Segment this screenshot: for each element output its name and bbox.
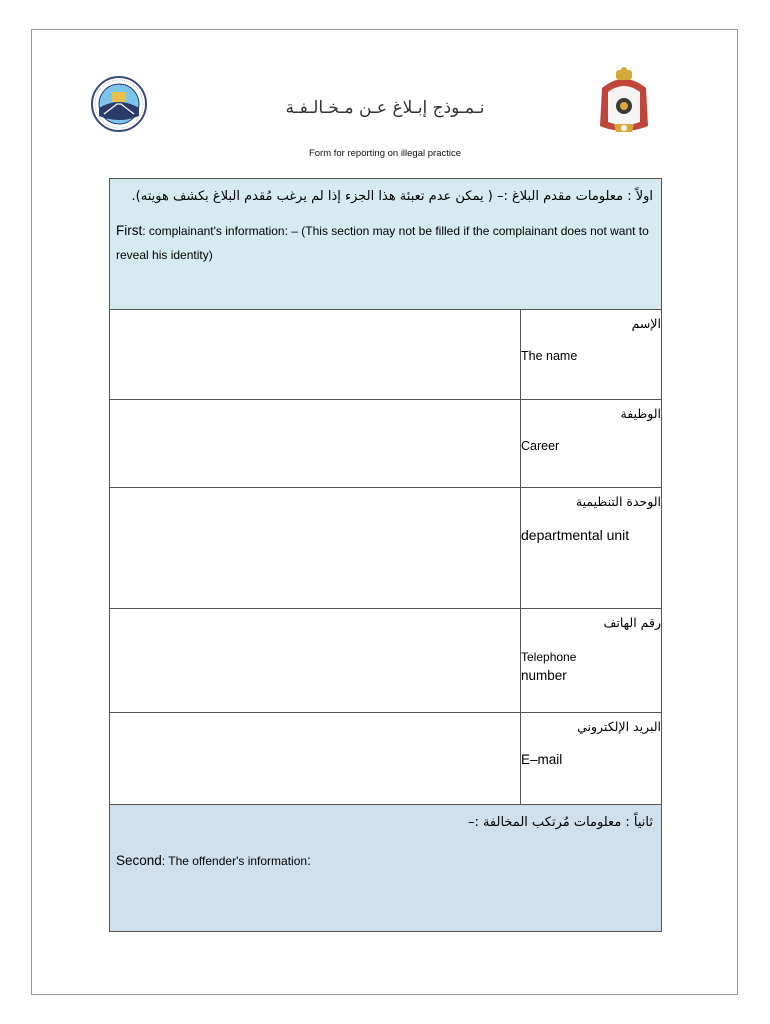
form-row-name — [110, 310, 662, 400]
career-input-cell[interactable] — [110, 400, 521, 488]
telephone-label-arabic: رقم الهاتف — [603, 615, 662, 630]
section2-heading-english — [110, 835, 661, 873]
section1-heading-english — [110, 209, 661, 267]
career-label-arabic: الوظيفة — [620, 406, 662, 421]
telephone-label-english-2: number — [521, 668, 567, 683]
email-label-english: E–mail — [521, 752, 563, 767]
career-label-english: Career — [521, 439, 560, 453]
section2-heading-lead: Second — [116, 853, 162, 868]
telephone-label-english-1: Telephone — [521, 650, 577, 664]
authority-emblem-logo — [84, 74, 154, 134]
section1-header-cell — [110, 179, 662, 310]
department-input-cell[interactable] — [110, 488, 521, 609]
form-title-english: Form for reporting on illegal practice — [308, 148, 462, 159]
telephone-input-cell[interactable] — [110, 609, 521, 713]
career-label-cell — [521, 400, 662, 488]
section2-heading-arabic: ثانياً : معلومات مُرتكب المخالفة :– — [467, 815, 654, 830]
coat-of-arms-logo — [592, 66, 656, 138]
form-row-telephone — [110, 609, 662, 713]
form-row-email — [110, 713, 662, 805]
department-label-cell — [521, 488, 662, 609]
department-label-english: departmental unit — [521, 527, 630, 543]
section1-heading-lead: First — [116, 223, 143, 238]
section2-header-cell — [110, 805, 662, 932]
telephone-label-cell — [521, 609, 662, 713]
name-label-cell — [521, 310, 662, 400]
email-input-cell[interactable] — [110, 713, 521, 805]
report-form-table — [109, 178, 662, 932]
section1-heading-arabic: اولاً : معلومات مقدم البلاغ :– ( يمكن عدم تعبئة هذا الجزء إذا لم يرغب مُقدم البلاغ بكشف هويته). — [131, 189, 654, 204]
section1-header-row — [110, 179, 662, 310]
email-label-arabic: البريد الإلكتروني — [577, 719, 662, 734]
form-row-career — [110, 400, 662, 488]
form-row-department — [110, 488, 662, 609]
form-title-arabic: نـمـوذج إبـلاغ عـن مـخـالـفـة — [285, 98, 485, 118]
section2-header-row — [110, 805, 662, 932]
section2-heading-rest: : The offender's information — [161, 854, 308, 868]
name-input-cell[interactable] — [110, 310, 521, 400]
email-label-cell — [521, 713, 662, 805]
name-label-english: The name — [521, 349, 578, 363]
department-label-arabic: الوحدة التنظيمية — [575, 494, 662, 509]
name-label-arabic: الإسم — [631, 316, 662, 331]
section2-heading-tail: : — [307, 853, 311, 868]
section1-heading-rest: : complainant's information: – (This section may not be filled if the complainant does not want to reveal his identity) — [116, 224, 649, 262]
